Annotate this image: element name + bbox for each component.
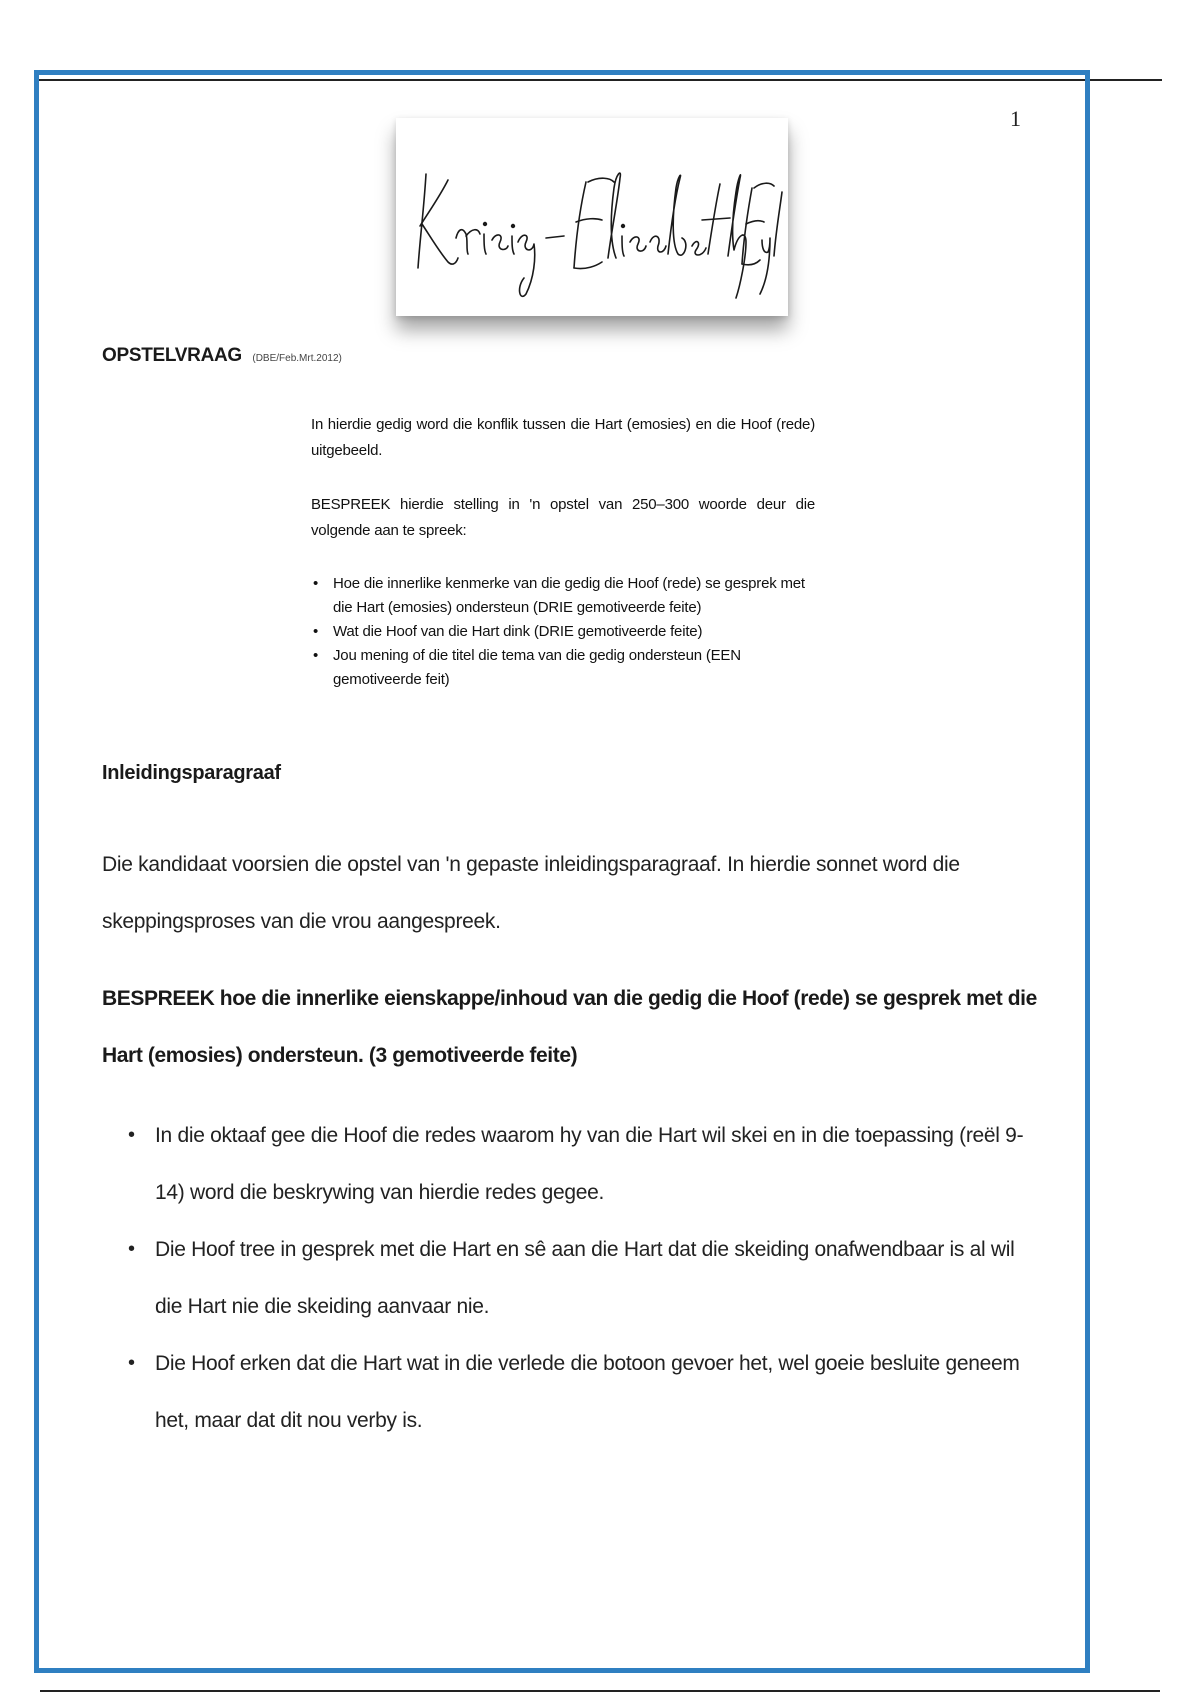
handwritten-title-signature xyxy=(396,118,788,316)
intro-paragraph: Die kandidaat voorsien die opstel van 'n gepaste inleidingsparagraaf. In hierdie sonnet word die skeppingsproses van die vrou aangespreek. xyxy=(102,853,960,933)
discussion-point: • In die oktaaf gee die Hoof die redes waarom hy van die Hart wil skei en in die toepassing (reël 9-14) word die beskrywing van hierdie redes gegee. xyxy=(155,1107,1035,1221)
title-card xyxy=(396,118,788,316)
question-instruction: BESPREEK hierdie stelling in 'n opstel van 250–300 woorde deur die volgende aan te spreek: xyxy=(311,496,815,539)
question-heading: OPSTELVRAAG xyxy=(102,345,242,366)
intro-section-title: Inleidingsparagraaf xyxy=(102,762,281,784)
question-heading-row xyxy=(102,345,342,367)
question-bullet-list xyxy=(311,572,815,692)
question-statement: In hierdie gedig word die konflik tussen die Hart (emosies) en die Hoof (rede) uitgebeeld. xyxy=(311,416,815,459)
discussion-point-list xyxy=(155,1107,1035,1449)
question-bullet: • Wat die Hoof van die Hart dink (DRIE gemotiveerde feite) xyxy=(333,620,815,644)
discussion-point: • Die Hoof erken dat die Hart wat in die verlede die botoon gevoer het, wel goeie besluite geneem het, maar dat dit nou verby is. xyxy=(155,1335,1035,1449)
question-reference: (DBE/Feb.Mrt.2012) xyxy=(252,353,342,364)
page-number: 1 xyxy=(1010,106,1021,131)
discussion-heading: BESPREEK hoe die innerlike eienskappe/inhoud van die gedig die Hoof (rede) se gesprek met die Hart (emosies) ondersteun. (3 gemotiveerde feite) xyxy=(102,987,1037,1067)
bottom-rule xyxy=(40,1690,1160,1692)
question-block xyxy=(311,412,815,692)
question-bullet: • Jou mening of die titel die tema van die gedig ondersteun (EEN gemotiveerde feit) xyxy=(333,644,815,692)
discussion-point: • Die Hoof tree in gesprek met die Hart en sê aan die Hart dat die skeiding onafwendbaar is al wil die Hart nie die skeiding aanvaar nie. xyxy=(155,1221,1035,1335)
question-bullet: • Hoe die innerlike kenmerke van die gedig die Hoof (rede) se gesprek met die Hart (emosies) ondersteun (DRIE gemotiveerde feite) xyxy=(333,572,815,620)
